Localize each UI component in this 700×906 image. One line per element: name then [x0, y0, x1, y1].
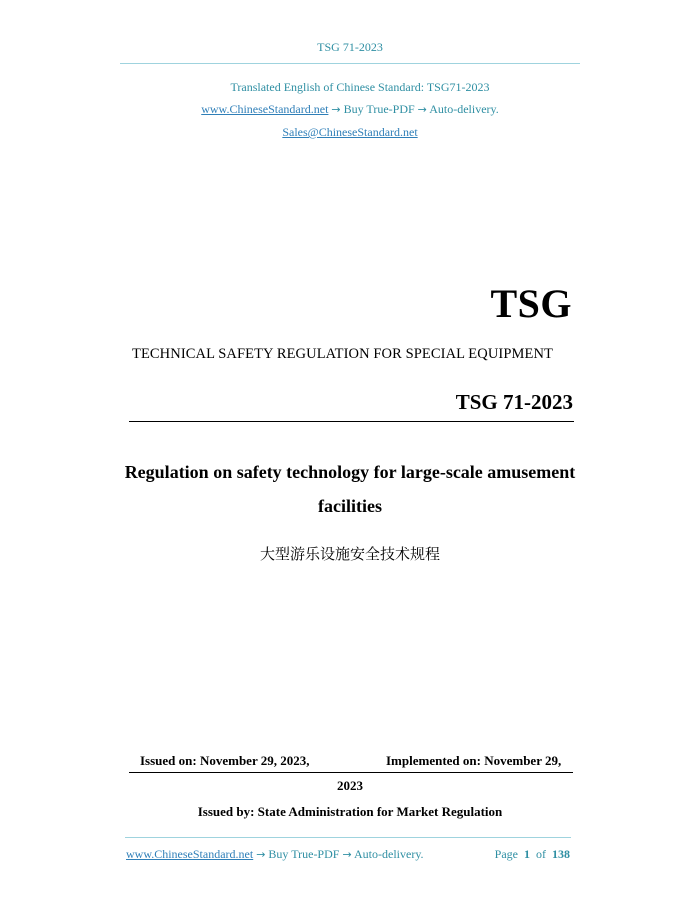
- dates-rule: [129, 772, 573, 773]
- arrow-right-icon: →: [256, 848, 266, 861]
- implemented-year: 2023: [337, 778, 363, 793]
- page-of-label: of: [536, 847, 546, 861]
- buy-true-pdf-text: Buy True-PDF: [343, 102, 415, 116]
- arrow-right-icon: →: [417, 103, 427, 116]
- translated-notice: Translated English of Chinese Standard: TSG71-2023: [230, 80, 490, 94]
- page-current: 1: [524, 847, 530, 861]
- footer-auto-delivery-text: Auto-delivery.: [354, 847, 424, 861]
- footer-purchase-line: [126, 847, 424, 862]
- org-abbreviation: TSG: [490, 281, 572, 326]
- footer-buy-true-pdf-text: Buy True-PDF: [268, 847, 340, 861]
- email-line: [0, 125, 700, 140]
- standard-number: TSG 71-2023: [455, 390, 573, 414]
- page-total: 138: [552, 847, 570, 861]
- site-link[interactable]: www.ChineseStandard.net: [201, 102, 329, 116]
- arrow-right-icon: →: [331, 103, 341, 116]
- issued-on-date: Issued on: November 29, 2023,: [140, 753, 310, 768]
- header-standard-code: TSG 71-2023: [317, 40, 383, 54]
- title-rule: [129, 421, 574, 422]
- sales-email-link[interactable]: Sales@ChineseStandard.net: [282, 125, 418, 139]
- chinese-title: 大型游乐设施安全技术规程: [259, 545, 440, 563]
- issued-by: Issued by: State Administration for Market Regulation: [197, 804, 503, 819]
- purchase-line: [0, 102, 700, 117]
- footer-site-link[interactable]: www.ChineseStandard.net: [126, 847, 254, 861]
- auto-delivery-text: Auto-delivery.: [429, 102, 499, 116]
- footer-divider: [125, 837, 571, 838]
- english-title-line2: facilities: [318, 496, 382, 516]
- page-label: Page: [494, 847, 518, 861]
- header-divider: [120, 63, 580, 64]
- page-indicator: [495, 847, 570, 862]
- arrow-right-icon: →: [342, 848, 352, 861]
- implemented-on-date: Implemented on: November 29,: [386, 753, 562, 768]
- english-title-line1: Regulation on safety technology for large-scale amusement: [124, 462, 576, 482]
- regulation-type: TECHNICAL SAFETY REGULATION FOR SPECIAL EQUIPMENT: [132, 346, 553, 362]
